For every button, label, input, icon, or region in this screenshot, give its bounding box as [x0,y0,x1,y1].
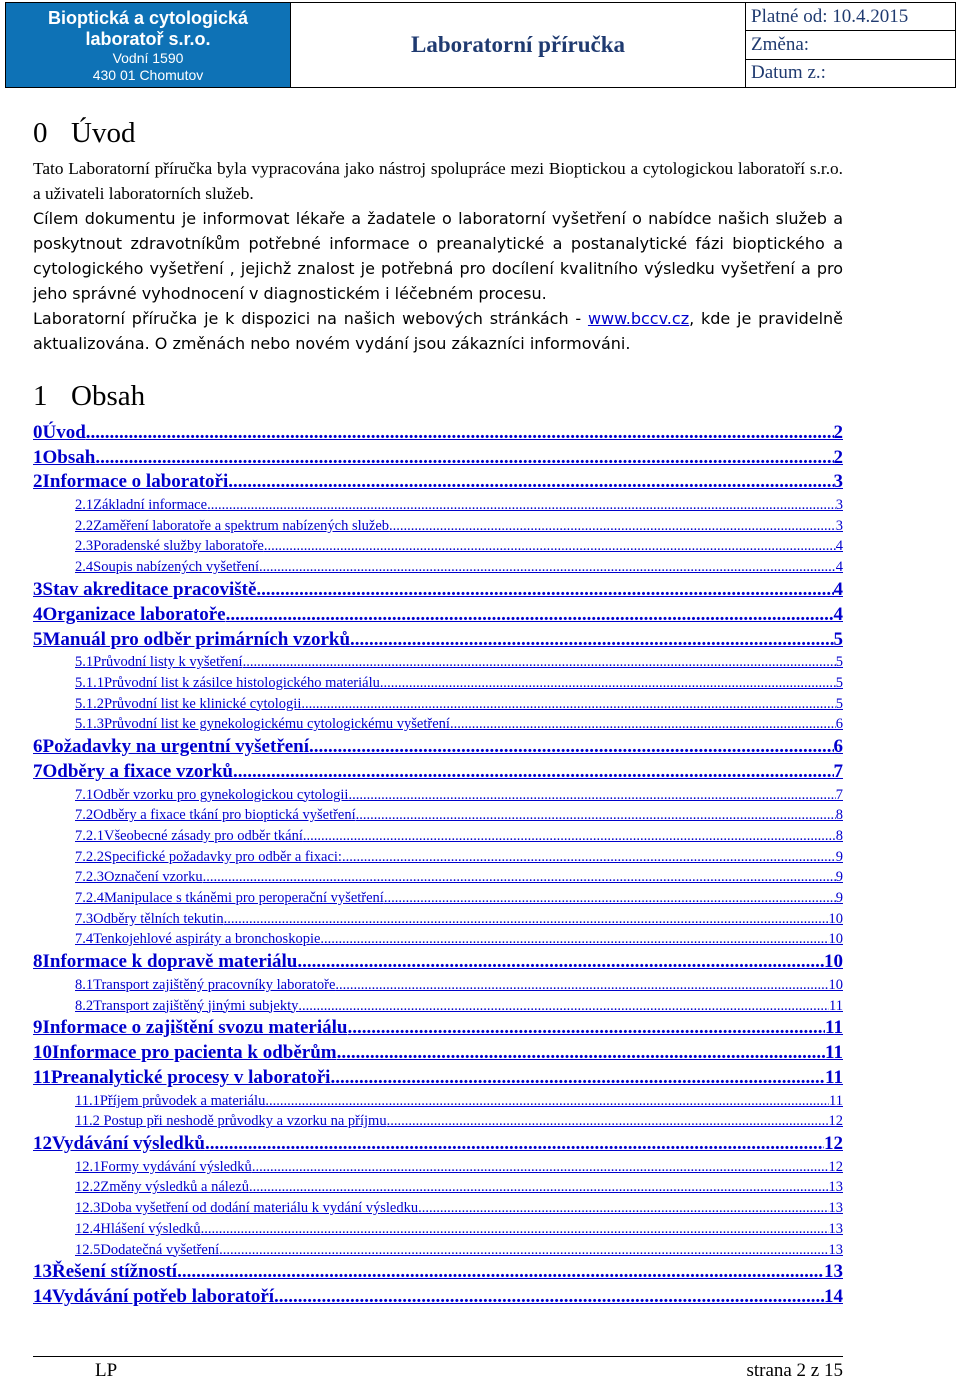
toc-entry[interactable] [33,825,843,846]
table-of-contents [33,420,843,1309]
toc-entry-label: 12.3Doba vyšetření od dodání materiálu k vydání výsledku [75,1200,419,1217]
document-meta [746,3,955,87]
toc-entry[interactable] [33,1040,843,1065]
toc-entry-label: 7.2.3Označení vzorku [75,869,203,886]
toc-leader-dots [265,1091,829,1111]
toc-leader-dots [219,1240,828,1260]
toc-leader-dots [249,1177,829,1197]
company-street: Vodní 1590 [112,50,184,66]
toc-entry-label: 4Organizace laboratoře [33,603,226,625]
toc-entry-page: 14 [824,1286,843,1308]
toc-leader-dots [256,578,833,602]
toc-entry[interactable] [33,1065,843,1090]
footer-divider [33,1356,843,1357]
toc-entry-label: 5.1.1Průvodní list k zásilce histologického materiálu [75,674,380,691]
section-title: Úvod [71,117,136,149]
toc-entry-page: 2 [833,421,843,443]
toc-leader-dots [207,495,836,515]
footer-doc-code: LP [95,1360,118,1381]
toc-entry-label: 7.2.1Všeobecné zásady pro odběr tkání [75,827,303,844]
toc-entry[interactable] [33,693,843,714]
toc-entry-label: 12.1Formy vydávání výsledků [75,1158,252,1175]
toc-entry[interactable] [33,1197,843,1218]
toc-entry-label: 12.5Dodatečná vyšetření [75,1241,220,1258]
toc-entry-label: 7Odběry a fixace vzorků [33,760,234,782]
toc-entry[interactable] [33,734,843,759]
toc-entry[interactable] [33,1111,843,1132]
toc-entry-page: 4 [835,538,843,555]
toc-entry-page: 2 [833,446,843,468]
toc-leader-dots [233,760,833,784]
toc-leader-dots [387,1111,829,1131]
toc-entry-page: 6 [833,736,843,758]
toc-entry-page: 4 [835,559,843,576]
toc-leader-dots [226,603,834,627]
document-title: Laboratorní příručka [291,3,746,87]
toc-leader-dots [201,1219,829,1239]
toc-entry-page: 13 [828,1241,843,1258]
toc-leader-dots [356,805,836,825]
toc-entry-label: 8.2Transport zajištěný jinými subjekty [75,997,299,1014]
footer-page-number: strana 2 z 15 [746,1360,843,1381]
toc-entry-label: 7.4Tenkojehlové aspiráty a bronchoskopie [75,931,321,948]
toc-entry-label: 11.2 Postup při neshodě průvodky a vzorku na příjmu [75,1113,387,1130]
toc-entry[interactable] [33,867,843,888]
section-heading-contents [33,379,145,413]
toc-entry[interactable] [33,949,843,974]
toc-entry-page: 13 [828,1220,843,1237]
company-city: 430 01 Chomutov [92,67,204,83]
section-number: 0 [33,117,48,149]
toc-entry-label: 1Obsah [33,446,96,468]
company-name-line2: laboratoř s.r.o. [85,29,211,49]
toc-leader-dots [86,421,834,445]
toc-entry-page: 12 [824,1133,843,1155]
toc-leader-dots [252,1157,829,1177]
toc-leader-dots [259,557,836,577]
toc-leader-dots [330,1066,825,1090]
toc-entry-page: 8 [835,827,843,844]
toc-entry-label: 0Úvod [33,421,86,443]
section-number: 1 [33,380,48,412]
toc-entry-page: 10 [824,951,843,973]
toc-entry-page: 11 [829,1092,843,1109]
toc-entry-page: 13 [824,1261,843,1283]
toc-entry-page: 12 [828,1158,843,1175]
toc-leader-dots [320,929,828,949]
toc-entry[interactable] [33,784,843,805]
toc-entry-label: 7.2Odběry a fixace tkání pro bioptická vyšetření [75,807,356,824]
toc-entry-page: 12 [828,1113,843,1130]
intro-paragraph-3 [33,306,843,356]
toc-entry[interactable] [33,652,843,673]
toc-leader-dots [348,1016,826,1040]
toc-entry-page: 10 [828,931,843,948]
toc-entry[interactable] [33,805,843,826]
toc-entry-label: 2.3Poradenské služby laboratoře [75,538,264,555]
toc-entry[interactable] [33,1090,843,1111]
toc-entry[interactable] [33,627,843,652]
toc-leader-dots [205,1132,824,1156]
toc-entry-label: 5.1.2Průvodní list ke klinické cytologii [75,695,302,712]
toc-entry[interactable] [33,929,843,950]
toc-entry-label: 2.2Zaměření laboratoře a spektrum nabízených služeb [75,517,390,534]
toc-entry[interactable] [33,577,843,602]
toc-entry[interactable] [33,602,843,627]
intro-p3-text-after: , kde je pravidelně aktualizována. [33,309,844,353]
toc-leader-dots [228,470,833,494]
toc-leader-dots [337,1041,825,1065]
toc-entry-label: 7.2.2Specifické požadavky pro odběr a fixaci: [75,848,342,865]
toc-entry-page: 11 [825,1066,843,1088]
company-name-line1: Bioptická a cytologická [47,8,249,28]
toc-entry-label: 7.3Odběry tělních tekutin [75,910,224,927]
toc-leader-dots [380,673,836,693]
intro-paragraph-1: Tato Laboratorní příručka byla vypracována jako nástroj spolupráce mezi Bioptickou a cytologickou laboratoří s.r.o. a uživateli laboratorních služeb. [33,159,843,203]
section-heading-intro [33,116,135,150]
toc-entry[interactable] [33,887,843,908]
toc-entry[interactable] [33,556,843,577]
toc-entry-label: 5Manuál pro odběr primárních vzorků [33,628,351,650]
toc-leader-dots [297,950,824,974]
toc-entry[interactable] [33,1260,843,1285]
change-field: Změna: [746,31,955,59]
toc-entry-label: 11Preanalytické procesy v laboratoři [33,1066,331,1088]
toc-leader-dots [224,909,829,929]
toc-entry-label: 2Informace o laboratoři [33,471,229,493]
toc-leader-dots [298,996,829,1016]
toc-entry[interactable] [33,1239,843,1260]
valid-from: Platné od: 10.4.2015 [746,3,955,31]
toc-leader-dots [243,652,836,672]
toc-entry[interactable] [33,494,843,515]
toc-leader-dots [389,516,836,536]
toc-entry-page: 7 [833,760,843,782]
toc-entry-label: 10Informace pro pacienta k odběrům [33,1042,337,1064]
toc-entry-label: 2.1Základní informace [75,497,208,514]
toc-entry[interactable] [33,536,843,557]
toc-entry-page: 13 [828,1200,843,1217]
toc-leader-dots [384,888,836,908]
toc-entry[interactable] [33,470,843,495]
toc-entry-label: 13Řešení stížností [33,1261,178,1283]
company-block [6,3,291,87]
toc-entry-label: 12.2Změny výsledků a nálezů [75,1179,249,1196]
section-title: Obsah [71,380,146,412]
toc-entry-label: 6Požadavky na urgentní vyšetření [33,736,310,758]
toc-leader-dots [301,694,835,714]
toc-entry-label: 9Informace o zajištění svozu materiálu [33,1017,348,1039]
intro-paragraph-2: Cílem dokumentu je informovat lékaře a žadatele o laboratorní vyšetření o nabídce našich služeb a poskytnout zdravotníkům potřebné informace o preanalytické a postanalytické fázi bioptického a cytologického vyšetření , jejichž znalost je potřebná pro docílení kvalitního výsledku vyšetření a pro jeho správné vyhodnocení v diagnostickém i léčebném procesu. [33,209,843,303]
toc-entry[interactable] [33,445,843,470]
toc-leader-dots [350,628,833,652]
toc-entry[interactable] [33,1218,843,1239]
toc-leader-dots [177,1260,824,1284]
toc-entry-label: 7.1Odběr vzorku pro gynekologickou cytologii [75,786,349,803]
toc-leader-dots [342,847,836,867]
toc-entry[interactable] [33,908,843,929]
page-footer [33,1360,843,1382]
toc-leader-dots [309,735,833,759]
toc-entry[interactable] [33,759,843,784]
document-header [5,2,956,88]
toc-entry[interactable] [33,846,843,867]
toc-entry-label: 8Informace k dopravě materiálu [33,951,298,973]
toc-entry-page: 5 [835,654,843,671]
toc-entry-page: 11 [825,1017,843,1039]
toc-entry[interactable] [33,1156,843,1177]
toc-entry[interactable] [33,974,843,995]
toc-entry[interactable] [33,714,843,735]
toc-entry-page: 10 [828,976,843,993]
toc-entry-page: 11 [825,1042,843,1064]
toc-entry[interactable] [33,995,843,1016]
toc-entry-page: 5 [835,695,843,712]
toc-entry-page: 4 [833,578,843,600]
toc-leader-dots [450,714,836,734]
toc-leader-dots [264,536,836,556]
toc-entry-label: 14Vydávání potřeb laboratoří [33,1286,275,1308]
toc-entry[interactable] [33,515,843,536]
change-date-field: Datum z.: [751,62,826,84]
toc-entry-label: 3Stav akreditace pracoviště [33,578,257,600]
toc-entry-label: 7.2.4Manipulace s tkáněmi pro peroperační vyšetření [75,890,384,906]
toc-entry-page: 4 [833,603,843,625]
toc-entry-page: 10 [828,910,843,927]
toc-entry-page: 11 [829,997,843,1014]
toc-entry-label: 12.4Hlášení výsledků [75,1220,201,1237]
intro-text [33,156,843,356]
toc-entry-page: 8 [835,807,843,824]
website-link[interactable]: www.bccv.cz [587,309,690,328]
toc-entry-label: 5.1.3Průvodní list ke gynekologickému cytologickému vyšetření [75,716,450,733]
toc-leader-dots [335,975,828,995]
toc-leader-dots [348,785,835,805]
toc-leader-dots [203,867,836,887]
toc-entry-page: 5 [833,628,843,650]
toc-entry-page: 13 [828,1179,843,1196]
toc-leader-dots [303,826,836,846]
toc-entry-page: 9 [835,848,843,865]
toc-entry[interactable] [33,1131,843,1156]
intro-p3-text: Laboratorní příručka je k dispozici na našich webových stránkách - [33,309,588,328]
toc-entry[interactable] [33,1177,843,1198]
toc-entry-page: 3 [835,497,843,514]
toc-entry-label: 2.4Soupis nabízených vyšetření [75,559,260,576]
toc-entry-label: 12Vydávání výsledků [33,1133,205,1155]
toc-entry[interactable] [33,672,843,693]
toc-entry-page: 3 [835,517,843,534]
toc-entry-page: 7 [835,786,843,803]
toc-entry[interactable] [33,1284,843,1309]
toc-entry-page: 6 [835,716,843,733]
toc-entry-label: 8.1Transport zajištěný pracovníky laboratoře [75,976,336,993]
toc-entry-label: 5.1Průvodní listy k vyšetření [75,654,243,671]
toc-entry-page: 5 [835,674,843,691]
toc-leader-dots [418,1198,828,1218]
toc-entry-page: 9 [835,890,843,906]
toc-entry-label: 11.1Příjem průvodek a materiálu [75,1092,266,1109]
toc-entry[interactable] [33,1016,843,1041]
toc-leader-dots [274,1285,824,1309]
toc-entry[interactable] [33,420,843,445]
toc-entry-page: 3 [833,471,843,493]
intro-p3-tail: O změnách nebo novém vydání jsou zákazníci informováni. [149,334,631,353]
toc-leader-dots [95,446,833,470]
toc-entry-page: 9 [835,869,843,886]
